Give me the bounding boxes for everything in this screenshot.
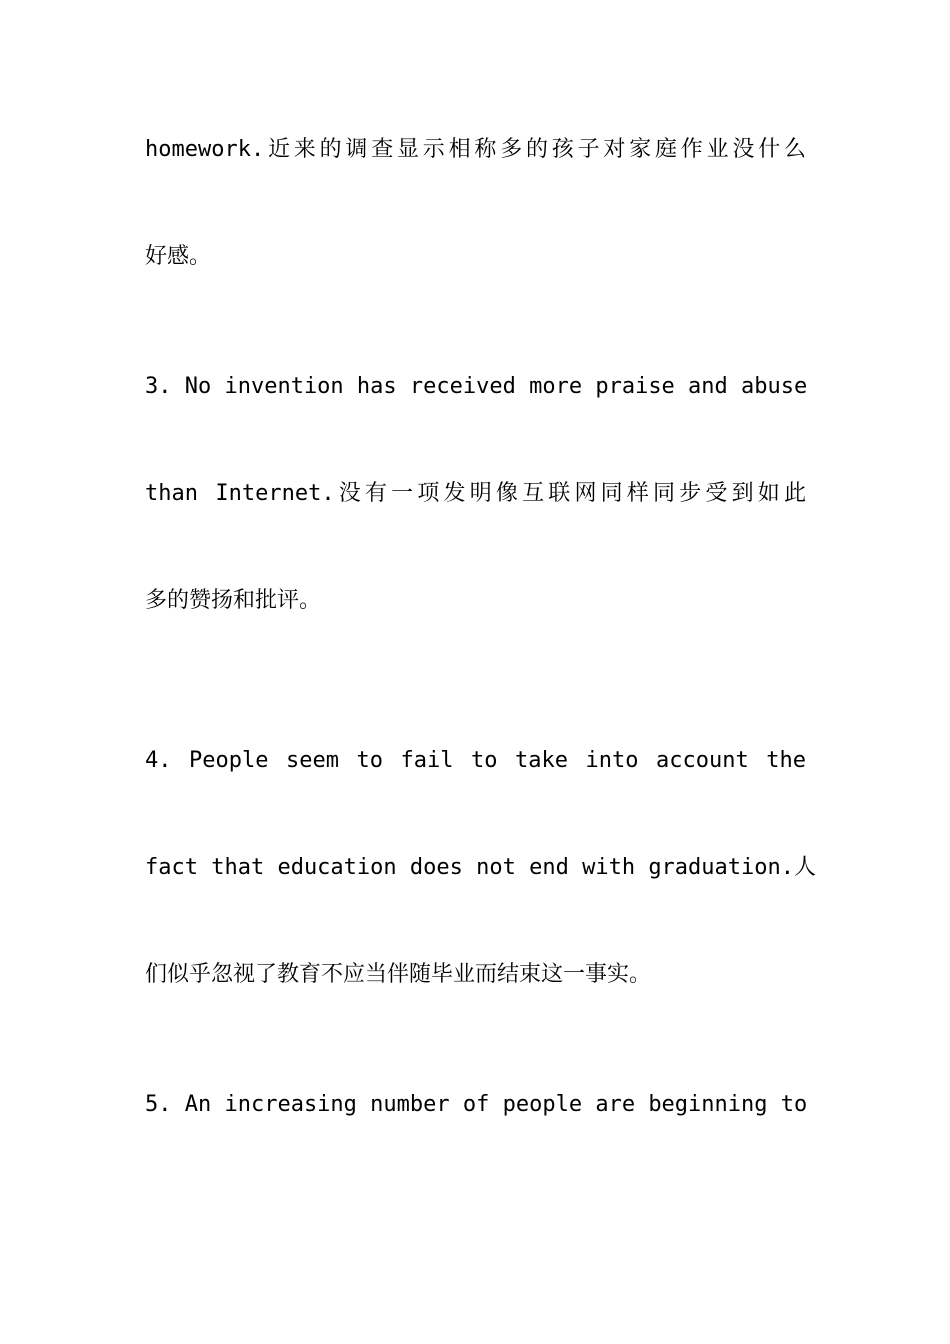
text-line: 4. People seem to fail to take into account the [145,748,806,773]
text-line: 们似乎忽视了教育不应当伴随毕业而结束这一事实。 [145,962,652,987]
text-line: 5. An increasing number of people are beginning to [145,1092,808,1117]
text-line: 3. No invention has received more praise and abuse [145,374,808,399]
text-line: than Internet.没有一项发明像互联网同样同步受到如此 [145,481,806,506]
text-line: 好感。 [145,244,212,269]
text-line: 多的赞扬和批评。 [145,588,322,613]
text-line: fact that education does not end with graduation.人 [145,855,817,880]
text-line: homework.近来的调查显示相称多的孩子对家庭作业没什么 [145,137,806,162]
